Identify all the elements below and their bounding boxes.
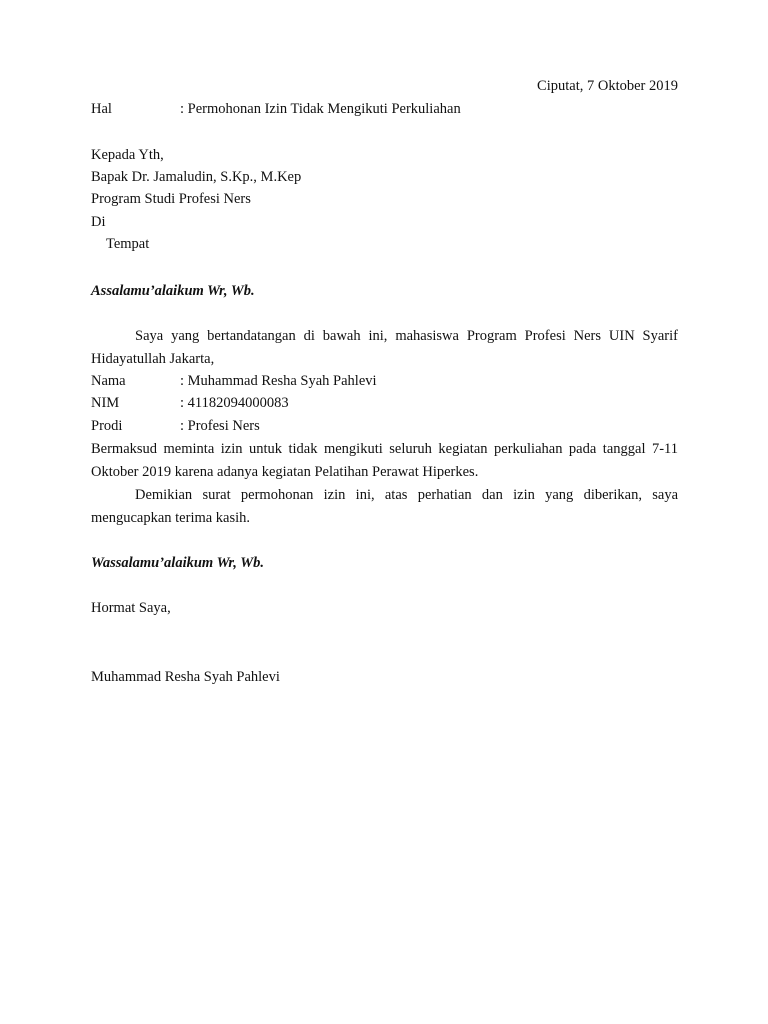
intro-line-2: Hidayatullah Jakarta, <box>91 351 215 367</box>
subject-line <box>91 100 461 118</box>
letter-date: Ciputat, 7 Oktober 2019 <box>537 78 678 94</box>
purpose-line-2: Oktober 2019 karena adanya kegiatan Pelatihan Perawat Hiperkes. <box>91 464 479 480</box>
subject-value: : Permohonan Izin Tidak Mengikuti Perkuliahan <box>180 101 461 117</box>
field-label: Prodi <box>91 418 123 434</box>
signatory-name: Muhammad Resha Syah Pahlevi <box>91 669 280 685</box>
purpose-line-1: Bermaksud meminta izin untuk tidak mengikuti seluruh kegiatan perkuliahan pada tanggal 7-11 <box>91 441 678 457</box>
farewell: Wassalamu’alaikum Wr, Wb. <box>91 555 264 571</box>
field-label: Nama <box>91 373 126 389</box>
subject-label: Hal <box>91 101 112 117</box>
sign-off: Hormat Saya, <box>91 600 171 616</box>
recipient-department: Program Studi Profesi Ners <box>91 191 251 207</box>
field-value: : Profesi Ners <box>180 418 260 434</box>
recipient-location-prefix: Di <box>91 214 106 230</box>
closing-line-2: mengucapkan terima kasih. <box>91 510 251 526</box>
field-value: : Muhammad Resha Syah Pahlevi <box>180 373 377 389</box>
intro-line-1: Saya yang bertandatangan di bawah ini, mahasiswa Program Profesi Ners UIN Syarif <box>135 328 678 344</box>
closing-line-1: Demikian surat permohonan izin ini, atas perhatian dan izin yang diberikan, saya <box>135 487 678 503</box>
field-row-nim <box>91 394 289 412</box>
field-label: NIM <box>91 395 120 411</box>
greeting: Assalamu’alaikum Wr, Wb. <box>91 283 255 299</box>
field-value: : 41182094000083 <box>180 395 289 411</box>
field-row-prodi <box>91 417 260 435</box>
recipient-salutation: Kepada Yth, <box>91 147 164 163</box>
recipient-name: Bapak Dr. Jamaludin, S.Kp., M.Kep <box>91 169 302 185</box>
field-row-name <box>91 372 377 390</box>
recipient-location: Tempat <box>106 236 150 252</box>
